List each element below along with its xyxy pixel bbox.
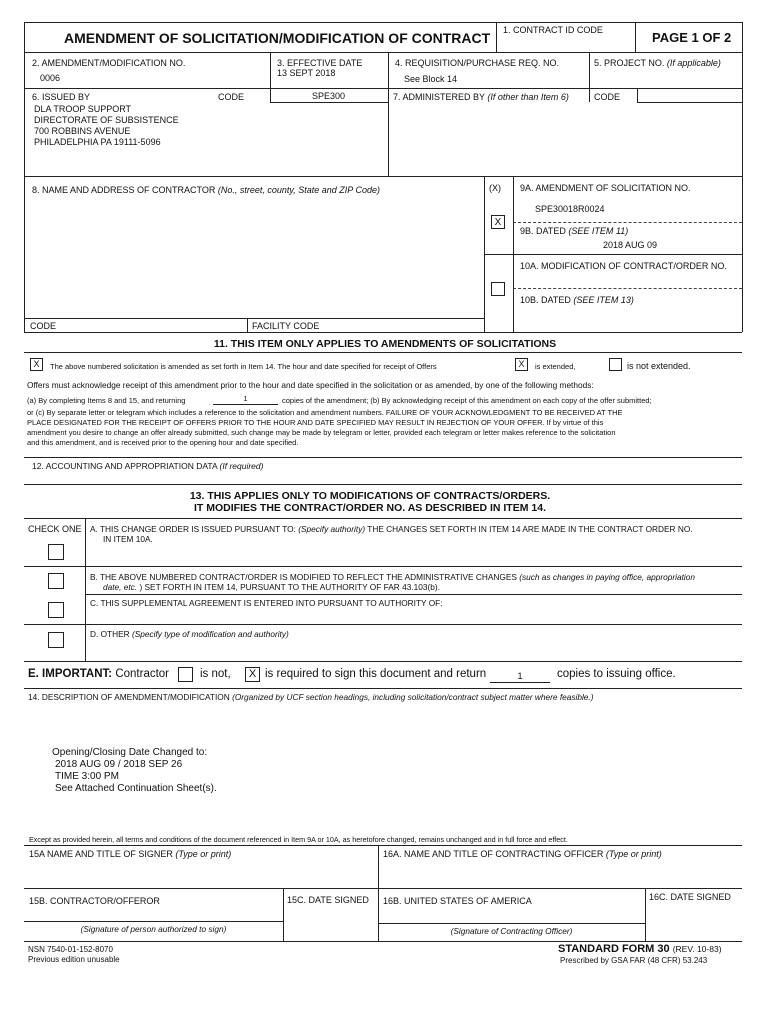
item10a-label: 10A. MODIFICATION OF CONTRACT/ORDER NO. bbox=[520, 261, 727, 271]
item13d-label: D. OTHER (Specify type of modification and authority) bbox=[90, 629, 289, 639]
item13a-line2: IN ITEM 10A. bbox=[103, 534, 153, 544]
item9a-label: 9A. AMENDMENT OF SOLICITATION NO. bbox=[520, 183, 691, 193]
section11-checkbox[interactable]: X bbox=[30, 358, 43, 371]
section11-copies: 1 bbox=[243, 394, 248, 403]
is-not-checkbox[interactable] bbox=[178, 667, 193, 682]
item9b-label: 9B. DATED (SEE ITEM 11) bbox=[520, 226, 629, 236]
contract-id-label: 1. CONTRACT ID CODE bbox=[503, 25, 603, 35]
item12-label: 12. ACCOUNTING AND APPROPRIATION DATA (If required) bbox=[32, 461, 264, 471]
item16c-label: 16C. DATE SIGNED bbox=[649, 892, 731, 902]
important-label: E. IMPORTANT: Contractor bbox=[28, 668, 170, 680]
contractor-label: 8. NAME AND ADDRESS OF CONTRACTOR (No., street, county, State and ZIP Code) bbox=[32, 185, 380, 195]
item13b-checkbox[interactable] bbox=[48, 573, 64, 589]
administered-by-label: 7. ADMINISTERED BY (If other than Item 6) bbox=[393, 92, 569, 102]
item15a-label: 15A NAME AND TITLE OF SIGNER (Type or print) bbox=[29, 849, 232, 859]
item13a-line1: A. THIS CHANGE ORDER IS ISSUED PURSUANT TO: (Specify authority) THE CHANGES SET FORTH IN ITEM 14 ARE MADE IN THE CONTRACT ORDER NO. bbox=[90, 524, 693, 534]
amendment-no-value: 0006 bbox=[40, 73, 61, 83]
item14-label: 14. DESCRIPTION OF AMENDMENT/MODIFICATION (Organized by UCF section headings, including solicitation/contract subject matter where feasible.) bbox=[28, 692, 594, 702]
item15c-label: 15C. DATE SIGNED bbox=[287, 895, 369, 905]
item13d-checkbox[interactable] bbox=[48, 632, 64, 648]
item13a-checkbox[interactable] bbox=[48, 544, 64, 560]
item9a-checkbox[interactable]: X bbox=[491, 215, 505, 229]
item13b-line2: date, etc. ) SET FORTH IN ITEM 14, PURSUANT TO THE AUTHORITY OF FAR 43.103(b). bbox=[103, 582, 440, 592]
project-no-label: 5. PROJECT NO. (If applicable) bbox=[594, 58, 721, 68]
extended-checkbox[interactable]: X bbox=[515, 358, 528, 371]
issued-by-code-label: CODE bbox=[218, 92, 245, 102]
section13-heading: 13. THIS APPLIES ONLY TO MODIFICATIONS OF CONTRACTS/ORDERS. IT MODIFIES THE CONTRACT/ORDER NO. AS DESCRIBED IN ITEM 14. bbox=[189, 490, 551, 514]
extended-label: is extended, bbox=[535, 362, 576, 371]
section11-line6: amendment you desire to change an offer already submitted, such change may be made by telegram or letter, provided each telegram or letter makes reference to the solicitation bbox=[27, 428, 616, 437]
administered-by-code-label: CODE bbox=[594, 92, 621, 102]
not-extended-label: is not extended. bbox=[627, 361, 691, 371]
item13c-label: C. THIS SUPPLEMENTAL AGREEMENT IS ENTERED INTO PURSUANT TO AUTHORITY OF: bbox=[90, 598, 443, 608]
form-title: AMENDMENT OF SOLICITATION/MODIFICATION OF CONTRACT bbox=[64, 30, 491, 46]
x-header: (X) bbox=[489, 183, 501, 193]
item16b-label: 16B. UNITED STATES OF AMERICA bbox=[383, 896, 532, 906]
item13b-line1: B. THE ABOVE NUMBERED CONTRACT/ORDER IS MODIFIED TO REFLECT THE ADMINISTRATIVE CHANGES (such as changes in paying office, appropriation bbox=[90, 572, 695, 582]
item16b-sig-note: (Signature of Contracting Officer) bbox=[450, 926, 573, 936]
item9a-value: SPE30018R0024 bbox=[535, 204, 605, 214]
item10-checkbox[interactable] bbox=[491, 282, 505, 296]
section11-line2: Offers must acknowledge receipt of this amendment prior to the hour and date specified in the solicitation or as amended, by one of the following methods: bbox=[27, 380, 594, 390]
code-label: CODE bbox=[30, 321, 57, 331]
footer-prescribed: Prescribed by GSA FAR (48 CFR) 53.243 bbox=[560, 956, 708, 965]
requisition-value: See Block 14 bbox=[404, 74, 458, 84]
section11-line1: The above numbered solicitation is amended as set forth in Item 14. The hour and date specified for receipt of Offers bbox=[50, 362, 437, 371]
check-one-label: CHECK ONE bbox=[28, 524, 82, 534]
effective-date-label: 3. EFFECTIVE DATE bbox=[277, 58, 363, 68]
except-text: Except as provided herein, all terms and conditions of the document referenced in Item 9A or 10A, as heretofore changed, remains unchanged and in full force and effect. bbox=[29, 835, 568, 844]
amendment-no-label: 2. AMENDMENT/MODIFICATION NO. bbox=[32, 58, 186, 68]
footer-nsn: NSN 7540-01-152-8070 bbox=[28, 945, 113, 954]
item13c-checkbox[interactable] bbox=[48, 602, 64, 618]
issued-by-label: 6. ISSUED BY bbox=[32, 92, 91, 102]
item16a-label: 16A. NAME AND TITLE OF CONTRACTING OFFICER (Type or print) bbox=[383, 849, 662, 859]
section11-line7: and this amendment, and is received prior to the opening hour and date specified. bbox=[27, 438, 299, 447]
section11-line5: PLACE DESIGNATED FOR THE RECEIPT OF OFFERS PRIOR TO THE HOUR AND DATE SPECIFIED MAY RESULT IN REJECTION OF YOUR OFFER. If by virtue of this bbox=[27, 418, 604, 427]
item15b-label: 15B. CONTRACTOR/OFFEROR bbox=[29, 896, 160, 906]
not-extended-checkbox[interactable] bbox=[609, 358, 622, 371]
issued-by-code-value: SPE300 bbox=[312, 91, 346, 101]
effective-date-value: 13 SEPT 2018 bbox=[277, 68, 336, 78]
section11-line4: or (c) By separate letter or telegram which includes a reference to the solicitation and amendment numbers. FAILURE OF YOUR ACKNOWLEDGMENT TO BE RECEIVED AT THE bbox=[27, 408, 623, 417]
requisition-label: 4. REQUISITION/PURCHASE REQ. NO. bbox=[395, 58, 560, 68]
is-required-label: is required to sign this document and return bbox=[265, 668, 487, 680]
is-not-label: is not, bbox=[200, 668, 231, 680]
section11-line3a: (a) By completing Items 8 and 15, and returning bbox=[27, 396, 186, 405]
copies-to-label: copies to issuing office. bbox=[557, 668, 676, 680]
section11-heading: 11. THIS ITEM ONLY APPLIES TO AMENDMENTS OF SOLICITATIONS bbox=[213, 338, 557, 350]
section11-line3b: copies of the amendment; (b) By acknowledging receipt of this amendment on each copy of the offer submitted; bbox=[282, 396, 652, 405]
item9b-value: 2018 AUG 09 bbox=[603, 240, 658, 250]
item15b-sig-note: (Signature of person authorized to sign) bbox=[80, 924, 227, 934]
item10b-label: 10B. DATED (SEE ITEM 13) bbox=[520, 295, 634, 305]
important-copies: 1 bbox=[517, 671, 523, 681]
item14-body: Opening/Closing Date Changed to: 2018 AUG 09 / 2018 SEP 26 TIME 3:00 PM See Attached Continuation Sheet(s). bbox=[52, 747, 217, 794]
footer-prev: Previous edition unusable bbox=[28, 955, 120, 964]
footer-standard-form: STANDARD FORM 30 (REV. 10-83) bbox=[558, 943, 722, 955]
facility-code-label: FACILITY CODE bbox=[252, 321, 320, 331]
is-required-checkbox[interactable]: X bbox=[245, 667, 260, 682]
issued-by-address: DLA TROOP SUPPORT DIRECTORATE OF SUBSISTENCE 700 ROBBINS AVENUE PHILADELPHIA PA 19111-5096 bbox=[34, 104, 179, 147]
page-label: PAGE 1 OF 2 bbox=[652, 30, 732, 45]
